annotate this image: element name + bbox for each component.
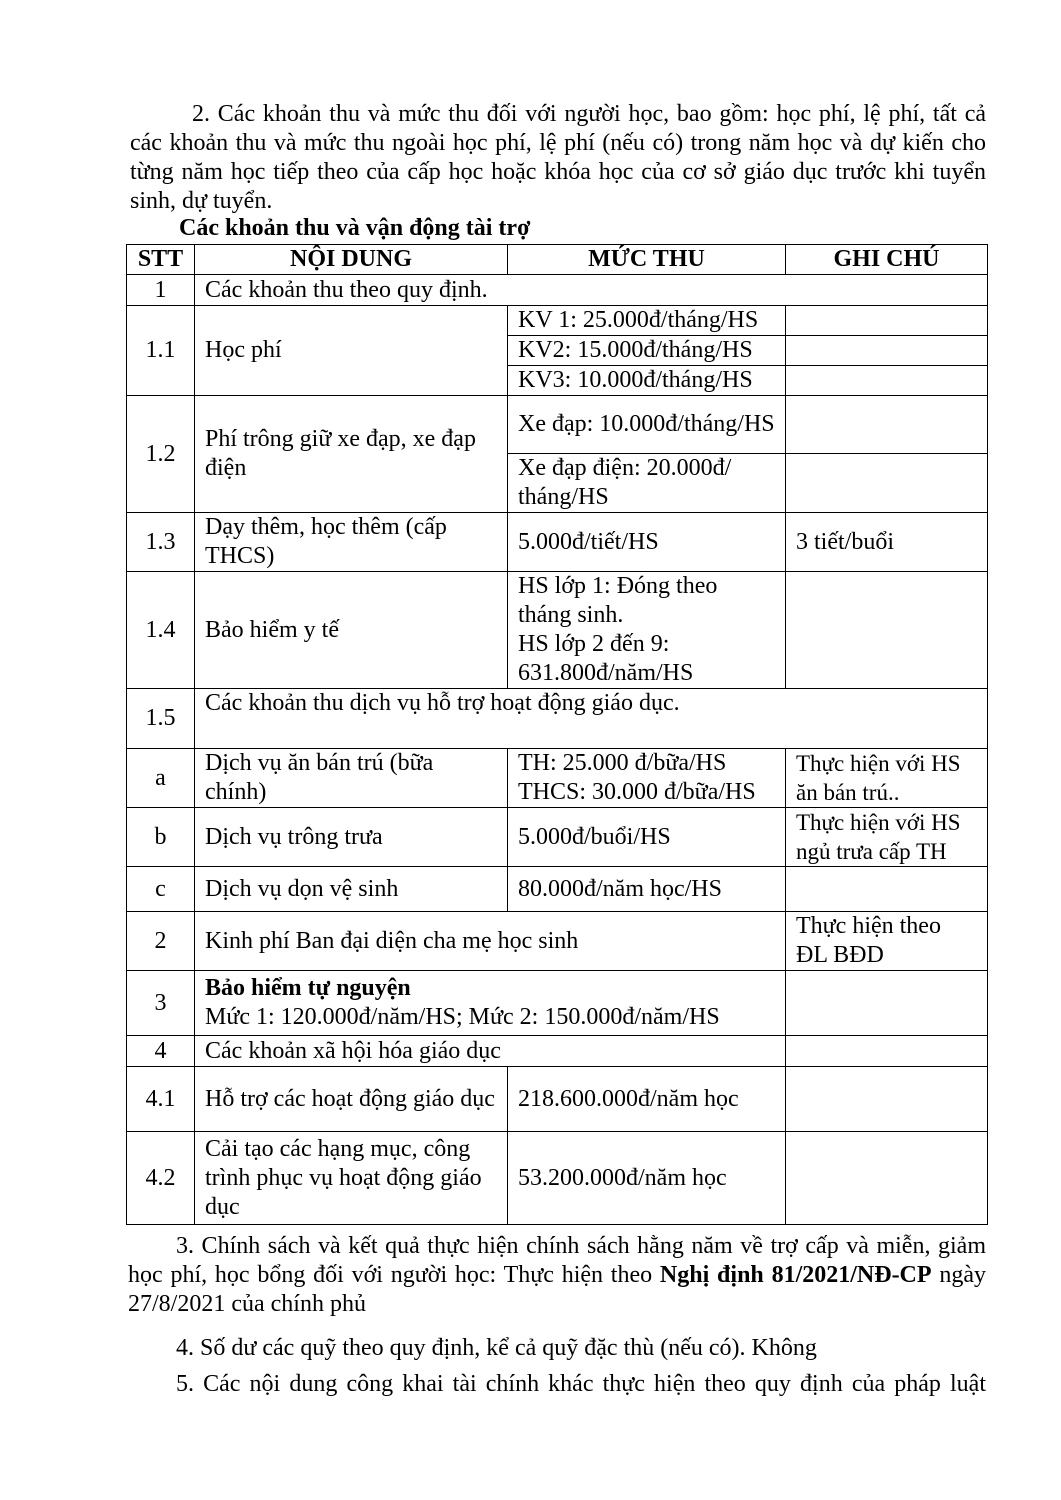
row-rate: Xe đạp: 10.000đ/tháng/HS (508, 396, 786, 454)
row-stt: 1.3 (127, 513, 195, 572)
row-stt: 1.5 (127, 689, 195, 749)
table-row (127, 275, 988, 306)
row-content: Các khoản thu dịch vụ hỗ trợ hoạt động giáo dục. (195, 689, 988, 749)
row-note (786, 306, 988, 336)
row-stt: b (127, 808, 195, 867)
table-caption: Các khoản thu và vận động tài trợ (179, 215, 531, 241)
table-row (127, 306, 988, 336)
row-rate: 53.200.000đ/năm học (508, 1132, 786, 1225)
table-row (127, 1132, 988, 1225)
rate-line: TH: 25.000 đ/bữa/HS (518, 750, 727, 776)
table-row (127, 867, 988, 912)
table-row (127, 912, 988, 971)
row-note (786, 1036, 988, 1067)
row-note: Thực hiện theo ĐL BĐD (786, 912, 988, 971)
row-stt: 3 (127, 971, 195, 1036)
row-rate: 80.000đ/năm học/HS (508, 867, 786, 912)
row-rate: Xe đạp điện: 20.000đ/ tháng/HS (508, 454, 786, 513)
row-stt: 4.2 (127, 1132, 195, 1225)
row-note (786, 336, 988, 366)
section-3-text: 3. Chính sách và kết quả thực hiện chính sách hằng năm về trợ cấp và miễn, giảm học phí, học bổng đối với người học: Thực hiện theo (128, 1233, 986, 1288)
table-header-row (127, 245, 988, 275)
row-stt: 1 (127, 275, 195, 306)
row-stt: 2 (127, 912, 195, 971)
row-content: Dịch vụ trông trưa (195, 808, 508, 867)
section-3-paragraph (128, 1232, 986, 1319)
row-note (786, 867, 988, 912)
row-note (786, 572, 988, 689)
row-rate: 5.000đ/buổi/HS (508, 808, 786, 867)
row-stt: a (127, 749, 195, 808)
row-rate: KV 1: 25.000đ/tháng/HS (508, 306, 786, 336)
row-title: Bảo hiểm tự nguyện (205, 975, 411, 1001)
row-note (786, 454, 988, 513)
row-stt: 4.1 (127, 1067, 195, 1132)
row-rate: KV2: 15.000đ/tháng/HS (508, 336, 786, 366)
row-content: Các khoản thu theo quy định. (195, 275, 988, 306)
row-content: Phí trông giữ xe đạp, xe đạp điện (195, 396, 508, 513)
row-stt: 4 (127, 1036, 195, 1067)
section-2-paragraph: 2. Các khoản thu và mức thu đối với người học, bao gồm: học phí, lệ phí, tất cả các khoản thu và mức thu ngoài học phí, lệ phí (nếu có) trong năm học và dự kiến cho từng năm học tiếp theo của cấp học hoặc khóa học của cơ sở giáo dục trước khi tuyển sinh, dự tuyển. (130, 101, 986, 214)
table-row (127, 1036, 988, 1067)
table-row (127, 1067, 988, 1132)
table-row (127, 513, 988, 572)
row-note: Thực hiện với HS ăn bán trú.. (786, 749, 988, 808)
row-detail: Mức 1: 120.000đ/năm/HS; Mức 2: 150.000đ/năm/HS (205, 1004, 720, 1030)
row-content: Bảo hiểm y tế (195, 572, 508, 689)
row-content: Dịch vụ ăn bán trú (bữa chính) (195, 749, 508, 808)
header-stt: STT (127, 245, 195, 275)
row-stt: c (127, 867, 195, 912)
section-3-tail: ngày 27/8/2021 của chính phủ (128, 1262, 987, 1317)
row-content: Các khoản xã hội hóa giáo dục (195, 1036, 786, 1067)
row-stt: 1.4 (127, 572, 195, 689)
row-content (195, 971, 786, 1036)
row-content: Dạy thêm, học thêm (cấp THCS) (195, 513, 508, 572)
row-note: Thực hiện với HS ngủ trưa cấp TH (786, 808, 988, 867)
row-rate: KV3: 10.000đ/tháng/HS (508, 366, 786, 396)
row-content: Kinh phí Ban đại diện cha mẹ học sinh (195, 912, 786, 971)
fees-table (126, 244, 988, 1225)
header-note: GHI CHÚ (786, 245, 988, 275)
rate-line: HS lớp 2 đến 9: 631.800đ/năm/HS (518, 631, 694, 686)
table-row (127, 749, 988, 808)
table-row (127, 689, 988, 749)
section-5-paragraph: 5. Các nội dung công khai tài chính khác thực hiện theo quy định của pháp luật (176, 1371, 986, 1397)
row-note (786, 396, 988, 454)
row-content: Hỗ trợ các hoạt động giáo dục (195, 1067, 508, 1132)
row-note (786, 971, 988, 1036)
row-note (786, 1067, 988, 1132)
row-note (786, 1132, 988, 1225)
table-row (127, 396, 988, 454)
row-rate: 5.000đ/tiết/HS (508, 513, 786, 572)
rate-line: THCS: 30.000 đ/bữa/HS (518, 779, 756, 805)
row-stt: 1.2 (127, 396, 195, 513)
header-rate: MỨC THU (508, 245, 786, 275)
row-note (786, 366, 988, 396)
rate-line: HS lớp 1: Đóng theo tháng sinh. (518, 573, 718, 628)
table-row (127, 572, 988, 689)
row-note: 3 tiết/buổi (786, 513, 988, 572)
row-rate (508, 572, 786, 689)
table-row (127, 971, 988, 1036)
row-rate (508, 749, 786, 808)
header-content: NỘI DUNG (195, 245, 508, 275)
row-stt: 1.1 (127, 306, 195, 396)
row-content: Học phí (195, 306, 508, 396)
table-row (127, 808, 988, 867)
row-content: Dịch vụ dọn vệ sinh (195, 867, 508, 912)
row-rate: 218.600.000đ/năm học (508, 1067, 786, 1132)
row-content: Cải tạo các hạng mục, công trình phục vụ hoạt động giáo dục (195, 1132, 508, 1225)
section-4-paragraph: 4. Số dư các quỹ theo quy định, kể cả quỹ đặc thù (nếu có). Không (176, 1335, 817, 1361)
decree-reference: Nghị định 81/2021/NĐ-CP (659, 1262, 932, 1288)
